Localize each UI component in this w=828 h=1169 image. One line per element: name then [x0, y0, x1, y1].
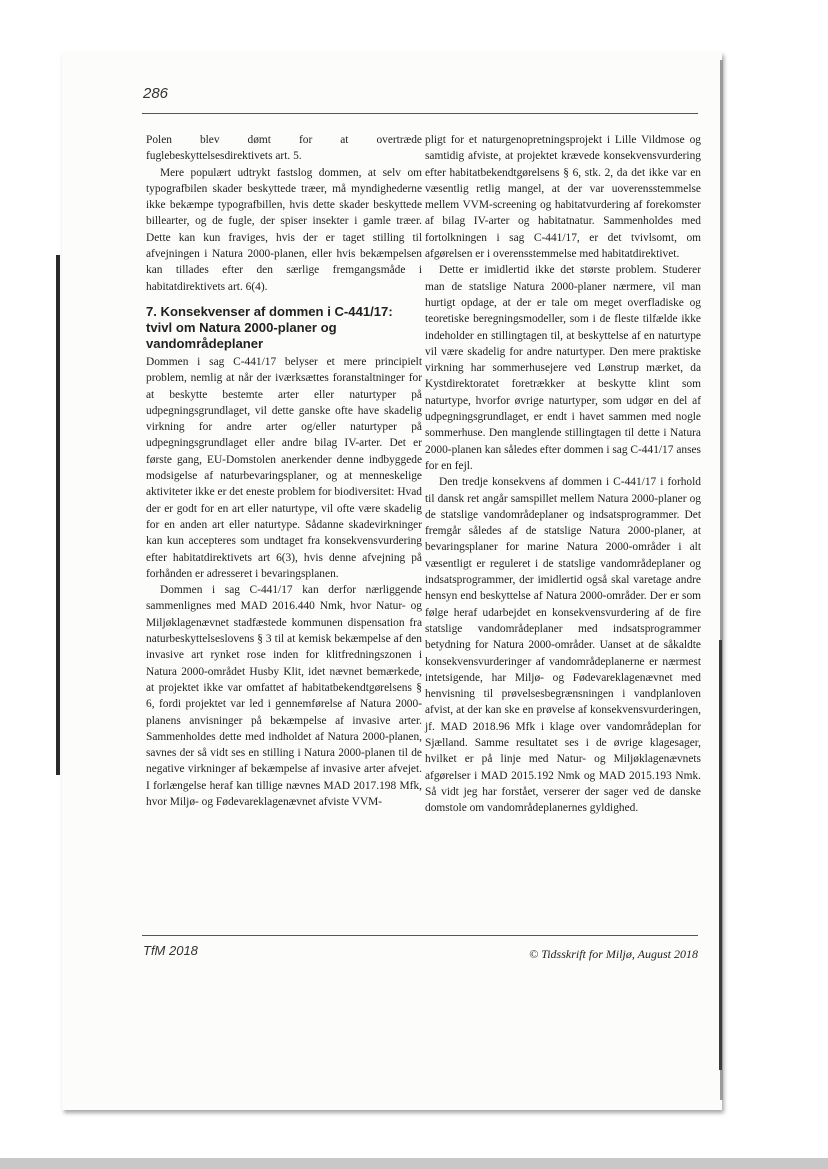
paragraph: Dommen i sag C-441/17 kan derfor nærliggende sammenlignes med MAD 2016.440 Nmk, hvor Natur- og Miljøklagenævnet stadfæstede kommunen dispensation fra naturbeskyttelseslovens § 3 til at kemisk bekæmpelse af den invasive art rynket rose inden for klitfredningszonen i Natura 2000-området Husby Klit, idet nævnet bemærkede, at projektet ikke var omfattet af habitatbekendtgørelsens § 6, fordi projektet var led i gennemførelse af Natura 2000-planens anvisninger på bekæmpelse af invasive arter. Sammenholdes dette med indholdet af Natura 2000-planen, savnes der så vidt ses en stilling i Natura 2000-planen til de negative virkninger af bekæmpelse af invasive arter afvejet. I forlængelse heraf kan tillige nævnes MAD 2017.198 Mfk, hvor Miljø- og Fødevareklagenævnet afviste VVM-: [146, 584, 422, 808]
scan-artifact-right-bar: [719, 640, 722, 1070]
paragraph: Polen blev dømt for at overtræde fuglebeskyttelsesdirektivets art. 5.: [146, 134, 422, 163]
paragraph: Mere populært udtrykt fastslog dommen, at selv om typografbilen skader beskyttede træer, må myndighederne ikke bekæmpe typografbillen, hvis dette skader beskyttede billearter, og de fugle, der spiser insekter i gamle træer. Dette kan kun fraviges, hvis der er taget stilling til afvejningen i Natura 2000-planen, eller hvis bekæmpelsen kan tillades efter den særlige fremgangsmåde i habitatdirektivets art. 6(4).: [146, 166, 422, 293]
left-column: [146, 132, 422, 810]
paragraph: Dommen i sag C-441/17 belyser et mere principielt problem, nemlig at når der iværksættes foranstaltninger for at beskytte bestemte arter eller naturtyper på udpegningsgrundlaget, vil dette ganske ofte have skadelig virkning for andre arter og/eller naturtyper på udpegningsgrundlaget eller andre bilag IV-arter. Det er første gang, EU-Domstolen anerkender denne indbyggede modsigelse af naturbevaringsplaner, og at menneskelige aktiviteter ikke er det eneste problem for biodiversitet: Hvad der er godt for en art eller naturtype, vil ofte være skadelig for en anden art eller naturtype. Sådanne skadevirkninger kan kun accepteres som undtaget fra konsekvensvurdering efter habitatdirektivets art 6(3), hvis denne afvejning på forhånden er adresseret i bevaringsplanen.: [146, 355, 422, 580]
paragraph: Den tredje konsekvens af dommen i C-441/17 i forhold til dansk ret angår samspillet mellem Natura 2000-planer og de statslige vandområdeplaner og indsatsprogrammer. Det fremgår således af de statslige Natura 2000-planer, at bevaringsplaner for marine Natura 2000-områder i alt væsentligt er reguleret i de statslige vandområdeplaner og indsatsprogrammer, der imidlertid også skal varetage andre hensyn end beskyttelse af Natura 2000-områder. Der er som følge heraf udarbejdet en konsekvensvurdering af de fire statslige vandområdeplaner med indsatsprogrammer betydning for Natura 2000-områder. Uanset at de såkaldte konsekvensvurderinger af vandområdeplanerne er nærmest intetsigende, har Miljø- og Fødevareklagenævnet med henvisning til prøvelsesbegrænsningen i vandplanloven afvist, at der kan ske en prøvelse af konsekvensvurderingen, jf. MAD 2018.96 Mfk i klage over vandområdeplan for Sjælland. Samme resultatet ses i de øvrige klagesager, hvilket er på linje med Natur- og Miljøklagenævnets afgørelser i MAD 2015.192 Nmk og MAD 2015.193 Nmk. Så vidt jeg har forstået, verserer der sager ved de danske domstole om vandområdeplanernes gyldighed.: [425, 476, 701, 815]
right-column: [425, 132, 701, 816]
scan-artifact-bottom-band: [0, 1158, 828, 1169]
page-number: 286: [143, 85, 169, 102]
footer-journal: TfM 2018: [143, 943, 198, 958]
footer-rule: [142, 935, 698, 936]
header-rule: [142, 113, 698, 114]
paragraph: Dette er imidlertid ikke det største problem. Studerer man de statslige Natura 2000-planer nærmere, vil man hurtigt opdage, at der er tale om meget overfladiske og teoretiske beregningsmodeller, som i de fleste tilfælde ikke indeholder en stillingtagen til, at beskyttelse af en naturtype vil være skadelig for andre naturtyper. Den mere praktiske virkning har sommerhusejere ved Lønstrup mærket, da Kystdirektoratet foretrækker at beskytte klint som naturtype, hvorfor øvrige naturtyper, som udgør en del af udpegningsgrundlaget, er endt i havet sammen med nogle sommerhuse. Den manglende stillingtagen til dette i Natura 2000-planen kan således efter dommen i sag C-441/17 anses for en fejl.: [425, 264, 701, 472]
footer-copyright: © Tidsskrift for Miljø, August 2018: [529, 947, 698, 961]
scan-artifact-left-bar: [56, 255, 60, 775]
section-heading: 7. Konsekvenser af dommen i C-441/17: tvivl om Natura 2000-planer og vandområdeplaner: [146, 303, 393, 351]
paragraph: pligt for et naturgenopretningsprojekt i Lille Vildmose og samtidig afviste, at projektet krævede konsekvensvurdering efter habitatbekendtgørelsens § 6, stk. 2, da det ikke var en væsentlig retlig mangel, at der var uoverensstemmelse mellem VVM-screening og habitatvurdering af forekomster af bilag IV-arter og habitatnatur. Sammenholdes med fortolkningen i sag C-441/17, er det tvivlsomt, om afgørelsen er i overensstemmelse med habitatdirektivet.: [425, 134, 701, 261]
